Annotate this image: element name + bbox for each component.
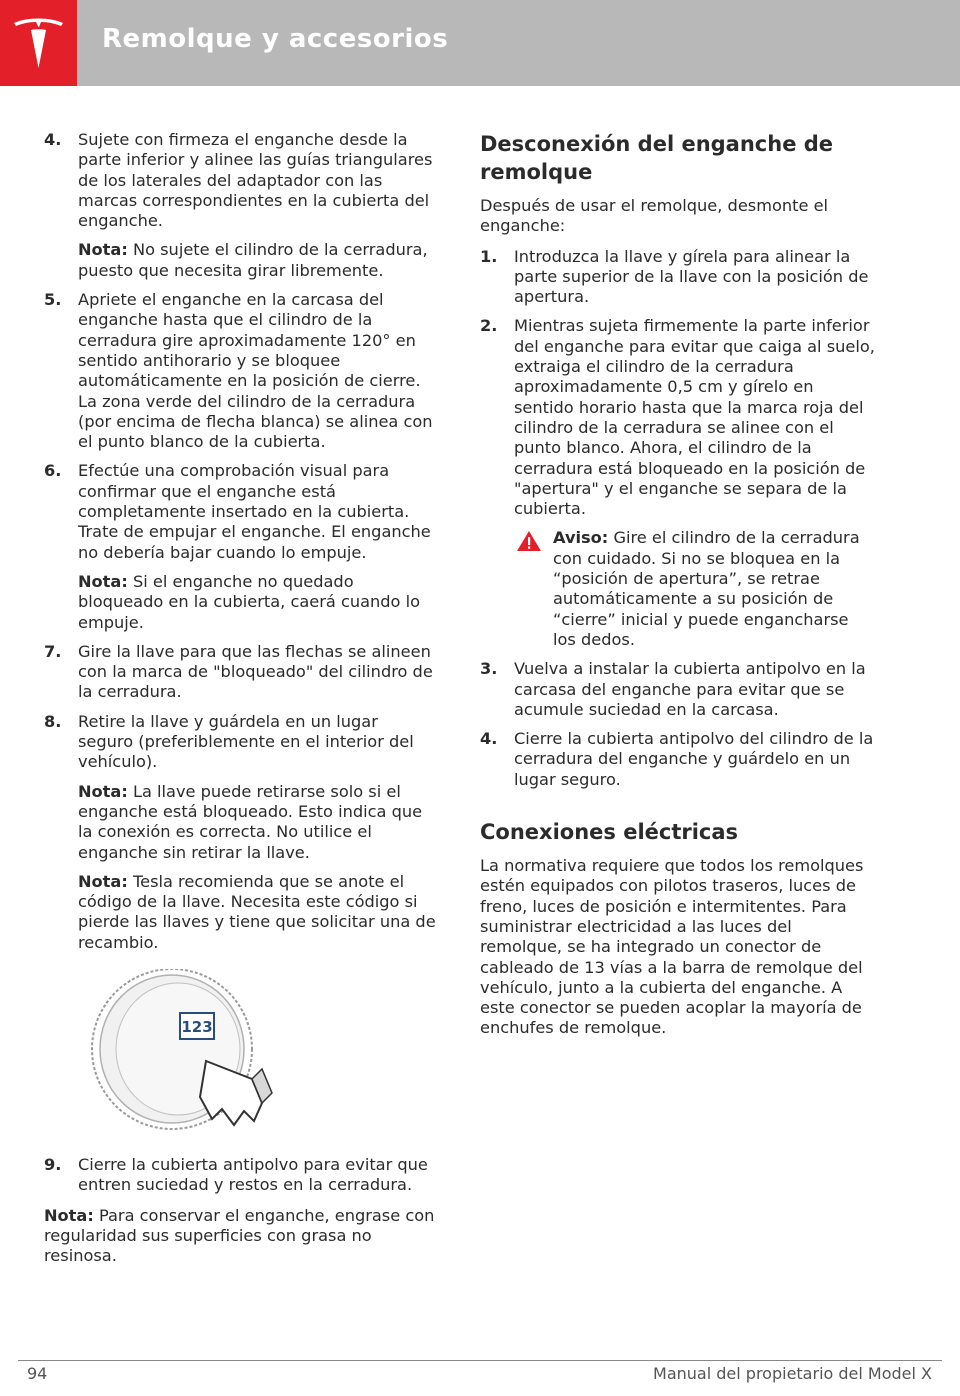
section-heading-disconnect: Desconexión del enganche de remolque bbox=[480, 132, 834, 184]
page-header bbox=[0, 0, 960, 86]
step-number: 6. bbox=[44, 461, 62, 481]
warning-box bbox=[480, 528, 876, 650]
note-text: La llave puede retirarse solo si el enganche está bloqueado. Esto indica que la conexión es correcta. No utilice el enganche sin retirar la llave. bbox=[78, 781, 423, 862]
step-number: 4. bbox=[44, 130, 62, 149]
step-text: Efectúe una comprobación visual para confirmar que el enganche está completamente insertado en la cubierta. Trate de empujar el enganche. El enganche no debería bajar cuando lo empuje. bbox=[78, 461, 431, 562]
step-5 bbox=[44, 290, 436, 452]
left-column bbox=[44, 130, 436, 1266]
note-label: Nota: bbox=[78, 871, 128, 891]
footer-divider bbox=[18, 1360, 942, 1361]
note-label: Nota: bbox=[44, 1205, 94, 1225]
step-text: Introduzca la llave y gírela para alinear la parte superior de la llave con la posición de apertura. bbox=[514, 246, 869, 307]
step-number: 2. bbox=[480, 316, 498, 336]
warning-triangle-icon bbox=[516, 530, 542, 557]
step-text: Sujete con firmeza el enganche desde la parte inferior y alinee las guías triangulares de los laterales del adaptador con las marcas correspondientes en la cubierta del enganche. bbox=[78, 130, 433, 231]
page-number: 94 bbox=[27, 1364, 48, 1383]
step-number: 9. bbox=[44, 1154, 62, 1174]
step-6 bbox=[44, 461, 436, 562]
note-text: Si el enganche no quedado bloqueado en la cubierta, caerá cuando lo empuje. bbox=[78, 571, 421, 632]
note-8a bbox=[44, 782, 436, 863]
tesla-logo-icon bbox=[11, 14, 66, 72]
step-number: 3. bbox=[480, 659, 498, 679]
step-number: 1. bbox=[480, 246, 498, 266]
section-intro: Después de usar el remolque, desmonte el enganche: bbox=[480, 196, 829, 236]
final-note bbox=[44, 1206, 436, 1267]
step-number: 4. bbox=[480, 729, 498, 749]
note-label: Nota: bbox=[78, 240, 128, 260]
step-text: Cierre la cubierta antipolvo del cilindro de la cerradura del enganche y guárdelo en un lugar seguro. bbox=[514, 729, 874, 789]
step-text: Apriete el enganche en la carcasa del enganche hasta que el cilindro de la cerradura gire aproximadamente 120° en sentido antihorario y se bloquee automáticamente en la posición de cierre. La zona verde del cilindro de la cerradura (por encima de flecha blanca) se alinea con el punto blanco de la cubierta. bbox=[78, 290, 433, 452]
manual-title: Manual del propietario del Model X bbox=[653, 1364, 932, 1383]
step-text: Vuelva a instalar la cubierta antipolvo en la carcasa del enganche para evitar que se acumule suciedad en la carcasa. bbox=[514, 659, 866, 719]
step-9 bbox=[44, 1155, 436, 1196]
step-text: Retire la llave y guárdela en un lugar seguro (preferiblemente en el interior del vehículo). bbox=[78, 711, 414, 772]
note-text: Para conservar el enganche, engrase con regularidad sus superficies con grasa no resinosa. bbox=[44, 1205, 435, 1266]
note-text: Tesla recomienda que se anote el código de la llave. Necesita este código si pierde las llaves y tiene que solicitar una de recambio. bbox=[78, 871, 436, 952]
step-number: 7. bbox=[44, 641, 62, 661]
disconnect-step-2 bbox=[480, 316, 876, 519]
lock-cylinder-illustration bbox=[84, 969, 294, 1139]
step-text: Gire la llave para que las flechas se alineen con la marca de "bloqueado" del cilindro de la cerradura. bbox=[78, 641, 433, 702]
step-number: 8. bbox=[44, 711, 62, 731]
tesla-logo bbox=[0, 0, 77, 86]
note-text: No sujete el cilindro de la cerradura, puesto que necesita girar libremente. bbox=[78, 240, 428, 280]
warning-label: Aviso: bbox=[553, 528, 609, 548]
page-title: Remolque y accesorios bbox=[102, 24, 449, 54]
note-8b bbox=[44, 872, 436, 953]
note-label: Nota: bbox=[78, 781, 128, 801]
step-4 bbox=[44, 130, 436, 231]
right-column bbox=[480, 130, 876, 1049]
disconnect-step-1 bbox=[480, 247, 876, 308]
note-4 bbox=[44, 240, 436, 281]
note-label: Nota: bbox=[78, 571, 128, 591]
step-8 bbox=[44, 712, 436, 773]
disconnect-step-4 bbox=[480, 729, 876, 790]
step-number: 5. bbox=[44, 290, 62, 310]
step-text: Mientras sujeta firmemente la parte inferior del enganche para evitar que caiga al suelo, extraiga el cilindro de la cerradura aproximadamente 0,5 cm y gírelo en sentido horario hasta que la marca roja del cilindro de la cerradura se alinee con el punto blanco. Ahora, el cilindro de la cerradura está bloqueado en la posición de "apertura" y el enganche se separa de la cubierta. bbox=[514, 316, 875, 519]
electrical-text: La normativa requiere que todos los remolques estén equipados con pilotos traseros, luces de freno, luces de posición e intermitentes. Para suministrar electricidad a las luces del remolque, se ha integrado un conector de cableado de 13 vías a la barra de remolque del vehículo, junto a la cubierta del enganche. A este conector se pueden acoplar la mayoría de enchufes de remolque. bbox=[480, 856, 864, 1038]
step-7 bbox=[44, 642, 436, 703]
step-text: Cierre la cubierta antipolvo para evitar que entren suciedad y restos en la cerradura. bbox=[78, 1154, 428, 1195]
section-heading-electrical: Conexiones eléctricas bbox=[480, 820, 739, 845]
note-6 bbox=[44, 572, 436, 633]
disconnect-step-3 bbox=[480, 659, 876, 720]
key-cylinder-figure bbox=[44, 969, 436, 1139]
warning-text: Gire el cilindro de la cerradura con cuidado. Si no se bloquea en la “posición de apertura”, se retrae automáticamente a su posición de “cierre” inicial y puede engancharse los dedos. bbox=[553, 528, 860, 649]
key-code-label: 123 bbox=[181, 1017, 213, 1036]
